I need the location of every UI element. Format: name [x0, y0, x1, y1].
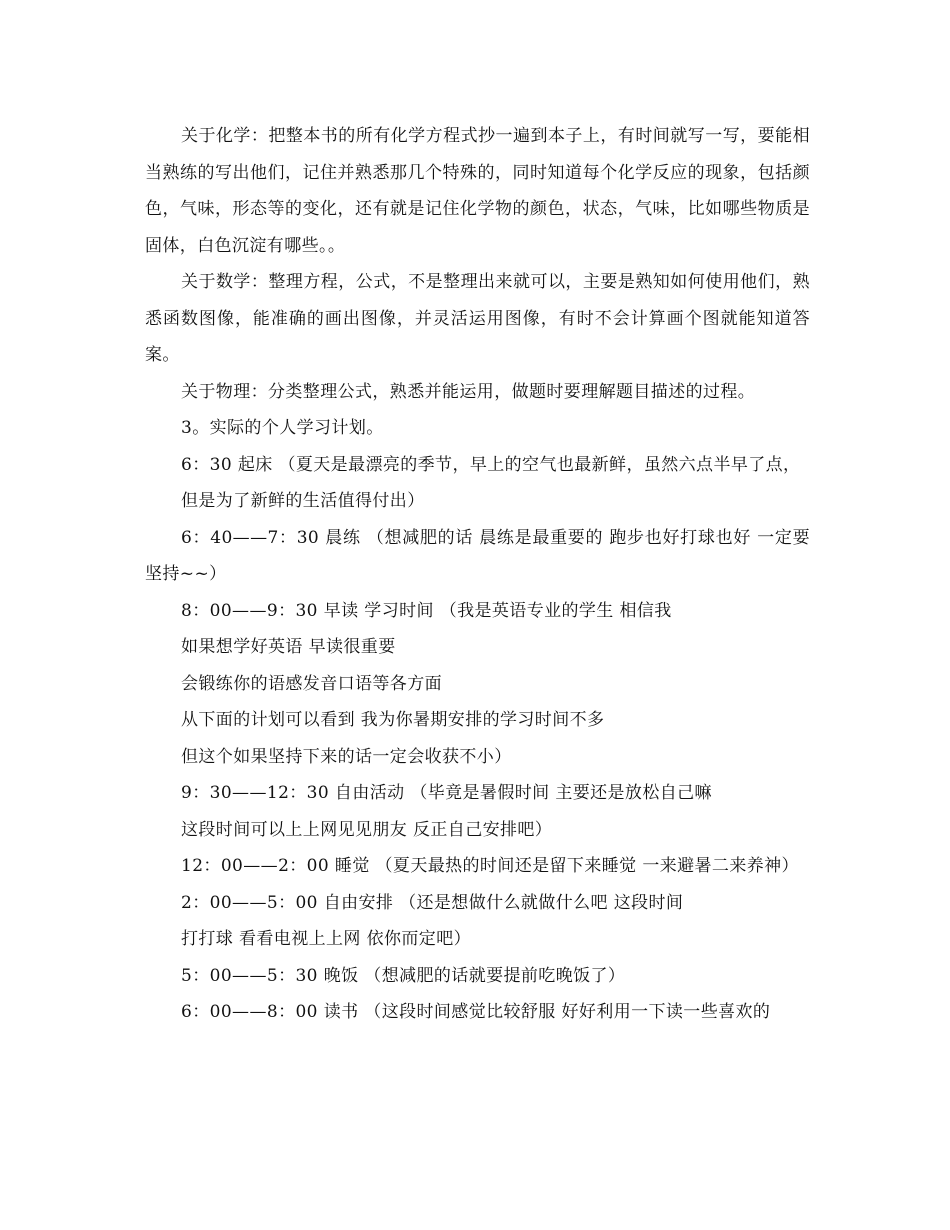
paragraph-math: 关于数学：整理方程，公式，不是整理出来就可以，主要是熟知如何使用他们，熟悉函数图像，能准确的画出图像，并灵活运用图像，有时不会计算画个图就能知道答案。 [145, 272, 810, 365]
paragraph-chemistry: 关于化学：把整本书的所有化学方程式抄一遍到本子上，有时间就写一写，要能相当熟练的写出他们，记住并熟悉那几个特殊的，同时知道每个化学反应的现象，包括颜色，气味，形态等的变化，还有就是记住化学物的颜色，状态，气味，比如哪些物质是固体，白色沉淀有哪些。。 [145, 126, 810, 256]
document-body [145, 118, 810, 1031]
paragraph-morning-reading-2: 如果想学好英语 早读很重要 [181, 637, 396, 657]
paragraph-physics: 关于物理：分类整理公式，熟悉并能运用，做题时要理解题目描述的过程。 [181, 381, 756, 402]
paragraph-wake-up: 6：30 起床 （夏天是最漂亮的季节，早上的空气也最新鲜，虽然六点半早了点， [181, 454, 801, 475]
paragraph-morning-reading-5: 但这个如果坚持下来的话一定会收获不小） [181, 746, 512, 767]
paragraph-morning-reading: 8：00——9：30 早读 学习时间 （我是英语专业的学生 相信我 [181, 600, 672, 621]
paragraph-morning-reading-4: 从下面的计划可以看到 我为你暑期安排的学习时间不多 [181, 710, 605, 730]
paragraph-free-activity-2: 这段时间可以上上网见见朋友 反正自己安排吧） [181, 819, 553, 840]
paragraph-morning-exercise: 6：40——7：30 晨练 （想减肥的话 晨练是最重要的 跑步也好打球也好 一定要坚持~~） [145, 527, 810, 584]
paragraph-morning-reading-3: 会锻练你的语感发音口语等各方面 [181, 673, 442, 694]
paragraph-free-arrangement: 2：00——5：00 自由安排 （还是想做什么就做什么吧 这段时间 [181, 892, 684, 913]
paragraph-free-arrangement-2: 打打球 看看电视上上网 依你而定吧） [181, 929, 472, 949]
paragraph-reading: 6：00——8：00 读书 （这段时间感觉比较舒服 好好利用一下读一些喜欢的 [181, 1002, 771, 1022]
paragraph-dinner: 5：00——5：30 晚饭 （想减肥的话就要提前吃晚饭了） [181, 965, 626, 986]
paragraph-free-activity: 9：30——12：30 自由活动 （毕竟是暑假时间 主要还是放松自己嘛 [181, 783, 712, 803]
paragraph-plan-heading: 3。实际的个人学习计划。 [181, 418, 384, 438]
paragraph-nap: 12：00——2：00 睡觉 （夏天最热的时间还是留下来睡觉 一来避暑二来养神） [181, 856, 799, 876]
paragraph-wake-up-cont: 但是为了新鲜的生活值得付出） [181, 491, 425, 511]
